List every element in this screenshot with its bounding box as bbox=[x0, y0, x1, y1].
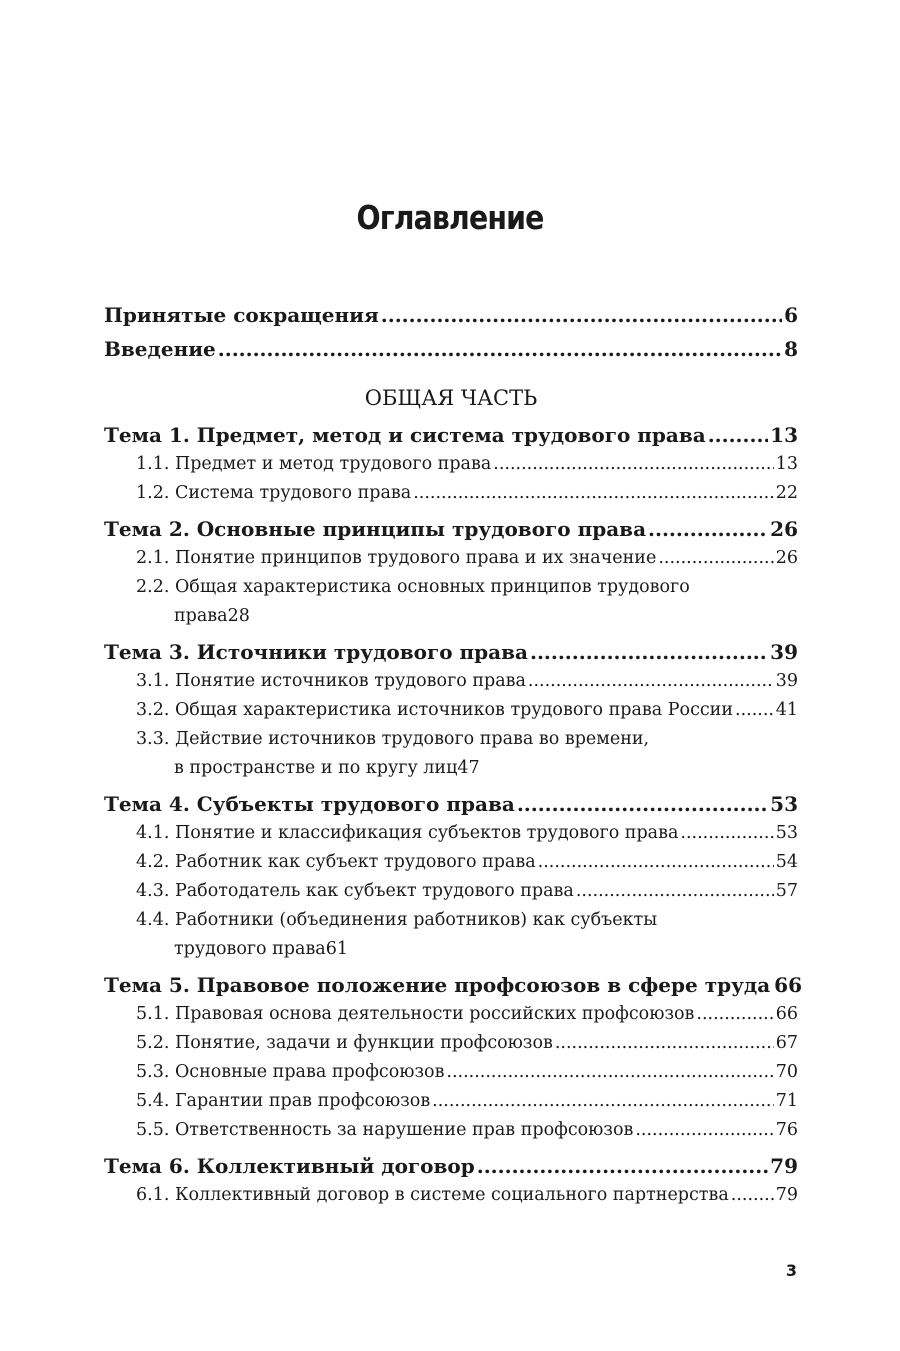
toc-subitem-title: 6.1. Коллективный договор в системе социального партнерства bbox=[136, 1185, 729, 1205]
toc-leader bbox=[731, 1181, 774, 1210]
toc-subitem-title: 2.2. Общая характеристика основных принципов трудового bbox=[136, 577, 690, 597]
toc-subitem-page: 67 bbox=[775, 1033, 798, 1053]
toc-subitem[interactable] bbox=[104, 1058, 798, 1087]
toc-theme-page: 39 bbox=[770, 640, 798, 664]
toc-leader bbox=[680, 819, 773, 848]
toc-subitem[interactable] bbox=[104, 1029, 798, 1058]
toc-leader bbox=[555, 1029, 774, 1058]
toc-subitem-page: 53 bbox=[775, 823, 798, 843]
toc-subitem-title: 5.3. Основные права профсоюзов bbox=[136, 1062, 445, 1082]
page-number: 3 bbox=[785, 1261, 797, 1280]
toc-leader bbox=[528, 667, 774, 696]
toc-subitem-title-cont: трудового права bbox=[174, 939, 326, 959]
toc-entry-page: 6 bbox=[784, 303, 798, 327]
toc-subitem[interactable] bbox=[104, 1181, 798, 1210]
toc-leader bbox=[517, 789, 768, 819]
toc-leader bbox=[477, 1151, 768, 1181]
toc-subitem[interactable] bbox=[104, 906, 798, 964]
toc-leader bbox=[658, 544, 773, 573]
toc-theme-3[interactable] bbox=[104, 637, 798, 667]
toc-subitem-page: 79 bbox=[775, 1185, 798, 1205]
toc-leader bbox=[648, 514, 768, 544]
toc-entry-title: Принятые сокращения bbox=[104, 303, 379, 327]
toc-subitem-title: 3.1. Понятие источников трудового права bbox=[136, 671, 526, 691]
toc-subitem[interactable] bbox=[104, 573, 798, 631]
toc-subitem[interactable] bbox=[104, 1000, 798, 1029]
toc-leader bbox=[413, 479, 774, 508]
toc-subitem-page: 28 bbox=[227, 606, 250, 626]
toc-subitem-title-cont: права bbox=[174, 606, 228, 626]
toc-subitem-title-cont: в пространстве и по кругу лиц bbox=[174, 758, 458, 778]
toc-subitem-page: 22 bbox=[775, 483, 798, 503]
toc-subitem-page: 41 bbox=[775, 700, 798, 720]
toc-theme-6[interactable] bbox=[104, 1151, 798, 1181]
toc-subitem[interactable] bbox=[104, 877, 798, 906]
toc-subitem-page: 39 bbox=[775, 671, 798, 691]
toc-leader bbox=[530, 637, 768, 667]
toc-entry-title: Введение bbox=[104, 337, 216, 361]
toc-subitem-page: 61 bbox=[325, 939, 349, 959]
toc-subitem-title: 5.1. Правовая основа деятельности российских профсоюзов bbox=[136, 1004, 695, 1024]
toc-subitem-title: 4.4. Работники (объединения работников) как субъекты bbox=[136, 910, 658, 930]
toc-leader bbox=[696, 1000, 773, 1029]
table-of-contents bbox=[104, 298, 803, 1210]
toc-leader bbox=[432, 1087, 774, 1116]
toc-subitem[interactable] bbox=[104, 848, 798, 877]
toc-leader bbox=[635, 1116, 773, 1145]
toc-leader bbox=[381, 298, 782, 332]
toc-leader bbox=[735, 696, 774, 725]
toc-theme-title: Тема 2. Основные принципы трудового права bbox=[104, 517, 647, 541]
toc-theme-1[interactable] bbox=[104, 420, 798, 450]
toc-leader bbox=[576, 877, 774, 906]
toc-subitem-title: 5.5. Ответственность за нарушение прав профсоюзов bbox=[136, 1120, 634, 1140]
toc-subitem-page: 54 bbox=[775, 852, 798, 872]
toc-theme-2[interactable] bbox=[104, 514, 798, 544]
theme-list bbox=[104, 420, 803, 1210]
toc-subitem-title: 4.2. Работник как субъект трудового права bbox=[136, 852, 536, 872]
toc-theme-title: Тема 1. Предмет, метод и система трудового права bbox=[104, 423, 706, 447]
toc-theme-4[interactable] bbox=[104, 789, 798, 819]
toc-subitem-page: 70 bbox=[775, 1062, 798, 1082]
toc-subitem-page: 57 bbox=[775, 881, 798, 901]
toc-subitem-page: 26 bbox=[775, 548, 798, 568]
toc-subitem[interactable] bbox=[104, 1116, 798, 1145]
toc-subitem[interactable] bbox=[104, 544, 798, 573]
toc-subitem-title: 5.4. Гарантии прав профсоюзов bbox=[136, 1091, 431, 1111]
toc-subitem[interactable] bbox=[104, 1087, 798, 1116]
toc-subitem-title: 4.1. Понятие и классификация субъектов трудового права bbox=[136, 823, 679, 843]
toc-subitem-title: 2.1. Понятие принципов трудового права и их значение bbox=[136, 548, 657, 568]
toc-entry-introduction[interactable] bbox=[104, 332, 798, 366]
toc-subitem[interactable] bbox=[104, 725, 798, 783]
toc-leader bbox=[538, 848, 774, 877]
toc-subitem-title: 3.2. Общая характеристика источников трудового права России bbox=[136, 700, 734, 720]
toc-subitem-title: 5.2. Понятие, задачи и функции профсоюзов bbox=[136, 1033, 553, 1053]
toc-subitem-page: 71 bbox=[775, 1091, 798, 1111]
toc-theme-page: 53 bbox=[770, 792, 798, 816]
toc-subitem-page: 66 bbox=[775, 1004, 798, 1024]
toc-subitem[interactable] bbox=[104, 696, 798, 725]
toc-subitem[interactable] bbox=[104, 667, 798, 696]
toc-entry-page: 8 bbox=[784, 337, 798, 361]
toc-leader bbox=[446, 1058, 773, 1087]
toc-subitem-page: 13 bbox=[775, 454, 798, 474]
toc-leader bbox=[493, 450, 773, 479]
toc-entry-abbreviations[interactable] bbox=[104, 298, 798, 332]
toc-theme-page: 13 bbox=[770, 423, 798, 447]
toc-theme-title: Тема 3. Источники трудового права bbox=[104, 640, 528, 664]
toc-theme-page: 26 bbox=[770, 517, 798, 541]
toc-subitem[interactable] bbox=[104, 819, 798, 848]
toc-theme-title: Тема 6. Коллективный договор bbox=[104, 1154, 475, 1178]
toc-theme-page: 66 bbox=[774, 973, 803, 997]
toc-leader bbox=[218, 332, 782, 366]
toc-leader bbox=[708, 420, 768, 450]
toc-subitem[interactable] bbox=[104, 450, 798, 479]
toc-subitem-page: 76 bbox=[775, 1120, 798, 1140]
toc-subitem-page: 47 bbox=[457, 758, 480, 778]
toc-theme-page: 79 bbox=[770, 1154, 798, 1178]
toc-subitem-title: 3.3. Действие источников трудового права во времени, bbox=[136, 729, 650, 749]
toc-subitem-title: 4.3. Работодатель как субъект трудового права bbox=[136, 881, 574, 901]
toc-theme-title: Тема 5. Правовое положение профсоюзов в сфере труда bbox=[104, 973, 771, 997]
toc-subitem-title: 1.1. Предмет и метод трудового права bbox=[136, 454, 492, 474]
toc-theme-5[interactable] bbox=[104, 970, 803, 1000]
section-heading: ОБЩАЯ ЧАСТЬ bbox=[364, 386, 538, 410]
toc-theme-title: Тема 4. Субъекты трудового права bbox=[104, 792, 515, 816]
toc-subitem[interactable] bbox=[104, 479, 798, 508]
toc-subitem-title: 1.2. Система трудового права bbox=[136, 483, 412, 503]
page-title: Оглавление bbox=[356, 198, 544, 237]
